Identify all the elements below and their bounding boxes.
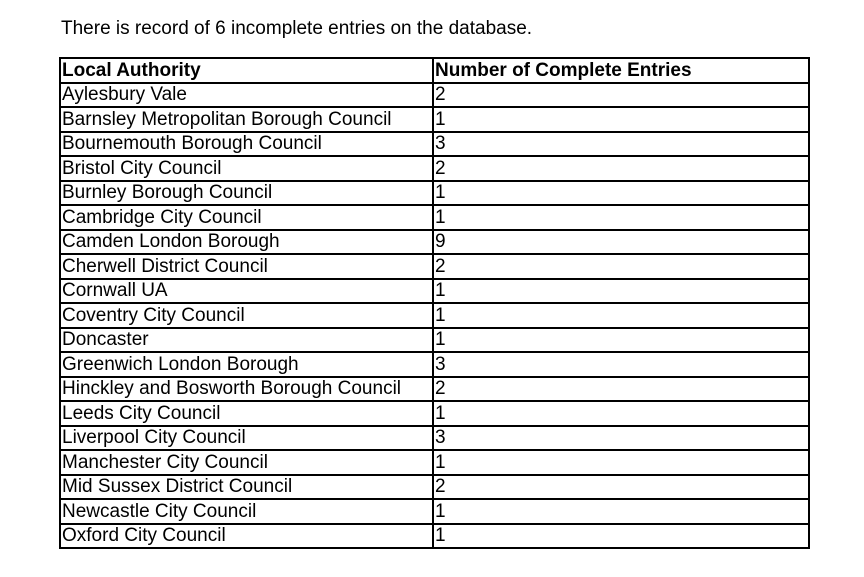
table-row xyxy=(60,475,809,500)
local-authority-cell: Doncaster xyxy=(60,328,433,353)
header-number-complete-entries: Number of Complete Entries xyxy=(433,58,809,83)
local-authority-cell: Bristol City Council xyxy=(60,156,433,181)
entry-count-cell: 2 xyxy=(433,156,809,181)
table-row xyxy=(60,279,809,304)
local-authority-cell: Liverpool City Council xyxy=(60,426,433,451)
table-row xyxy=(60,352,809,377)
table-row xyxy=(60,426,809,451)
table-row xyxy=(60,524,809,549)
table-row xyxy=(60,156,809,181)
entry-count-cell: 1 xyxy=(433,205,809,230)
entry-count-cell: 1 xyxy=(433,181,809,206)
table-row xyxy=(60,328,809,353)
entry-count-cell: 1 xyxy=(433,107,809,132)
local-authority-cell: Aylesbury Vale xyxy=(60,83,433,108)
local-authority-cell: Coventry City Council xyxy=(60,303,433,328)
local-authority-cell: Leeds City Council xyxy=(60,401,433,426)
table-row xyxy=(60,499,809,524)
local-authority-cell: Bournemouth Borough Council xyxy=(60,132,433,157)
entry-count-cell: 1 xyxy=(433,401,809,426)
table-row xyxy=(60,303,809,328)
table-row xyxy=(60,83,809,108)
table-row xyxy=(60,230,809,255)
entry-count-cell: 1 xyxy=(433,524,809,549)
table-row xyxy=(60,377,809,402)
table-row xyxy=(60,107,809,132)
entry-count-cell: 1 xyxy=(433,499,809,524)
table-row xyxy=(60,450,809,475)
entry-count-cell: 3 xyxy=(433,132,809,157)
local-authority-cell: Cornwall UA xyxy=(60,279,433,304)
entry-count-cell: 2 xyxy=(433,377,809,402)
entry-count-cell: 3 xyxy=(433,352,809,377)
local-authority-cell: Hinckley and Bosworth Borough Council xyxy=(60,377,433,402)
table-row xyxy=(60,205,809,230)
table-header-row xyxy=(60,58,809,83)
table-row xyxy=(60,181,809,206)
local-authority-cell: Cambridge City Council xyxy=(60,205,433,230)
entry-count-cell: 1 xyxy=(433,303,809,328)
local-authority-cell: Camden London Borough xyxy=(60,230,433,255)
local-authority-cell: Cherwell District Council xyxy=(60,254,433,279)
local-authority-cell: Burnley Borough Council xyxy=(60,181,433,206)
table-row xyxy=(60,401,809,426)
entry-count-cell: 1 xyxy=(433,279,809,304)
local-authority-cell: Oxford City Council xyxy=(60,524,433,549)
local-authority-cell: Mid Sussex District Council xyxy=(60,475,433,500)
local-authority-cell: Manchester City Council xyxy=(60,450,433,475)
local-authority-cell: Barnsley Metropolitan Borough Council xyxy=(60,107,433,132)
entry-count-cell: 2 xyxy=(433,83,809,108)
table-row xyxy=(60,254,809,279)
entry-count-cell: 3 xyxy=(433,426,809,451)
entry-count-cell: 1 xyxy=(433,450,809,475)
local-authority-cell: Greenwich London Borough xyxy=(60,352,433,377)
table-row xyxy=(60,132,809,157)
entry-count-cell: 9 xyxy=(433,230,809,255)
entry-count-cell: 2 xyxy=(433,254,809,279)
entry-count-cell: 1 xyxy=(433,328,809,353)
header-local-authority: Local Authority xyxy=(60,58,433,83)
entry-count-cell: 2 xyxy=(433,475,809,500)
intro-text: There is record of 6 incomplete entries on the database. xyxy=(61,18,533,39)
entries-table xyxy=(59,57,810,549)
local-authority-cell: Newcastle City Council xyxy=(60,499,433,524)
